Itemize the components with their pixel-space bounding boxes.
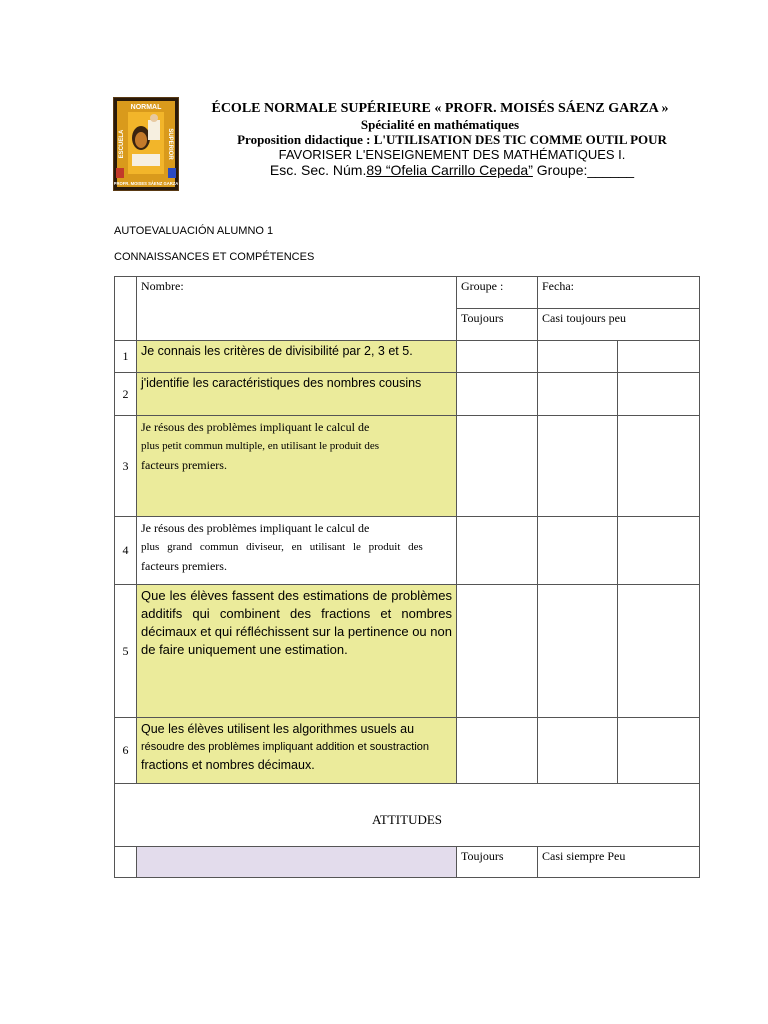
check-casi-toujours[interactable] [538, 718, 618, 784]
criterion-line: facteurs premiers. [141, 559, 227, 573]
table-row [115, 517, 700, 585]
criterion-line: fractions et nombres décimaux. [141, 758, 315, 772]
proposal-title-cont: FAVORISER L'ENSEIGNEMENT DES MATHÉMATIQUES I. [278, 147, 626, 162]
groupe-blank: Groupe:______ [532, 162, 635, 178]
criterion-line: résoudre des problèmes impliquant addition et soustraction [141, 741, 429, 753]
table-header-row [115, 277, 700, 309]
criterion-line: plus petit commun multiple, en utilisant le produit des [141, 440, 379, 452]
row-number: 3 [115, 416, 137, 517]
criterion-line: Je résous des problèmes impliquant le calcul de [141, 521, 370, 535]
row-number: 4 [115, 517, 137, 585]
check-peu[interactable] [618, 718, 700, 784]
check-casi-toujours[interactable] [538, 373, 618, 416]
col-peu: peu [608, 311, 626, 325]
school-seal-icon [114, 98, 178, 190]
school-line [180, 162, 700, 179]
criterion-text [137, 416, 457, 517]
blank-cell [115, 847, 137, 878]
row-number: 5 [115, 585, 137, 718]
check-peu[interactable] [618, 373, 700, 416]
col-casi-toujours: Casi toujours [542, 311, 606, 325]
row-number: 1 [115, 341, 137, 373]
table-row [115, 373, 700, 416]
check-toujours[interactable] [457, 341, 538, 373]
logo-bottom-text: PROFR. MOISES SÁENZ GARZA [114, 181, 178, 186]
table-row [115, 416, 700, 517]
check-toujours[interactable] [457, 416, 538, 517]
logo-top-text: NORMAL [130, 104, 162, 111]
criterion-line: Je résous des problèmes impliquant le calcul de [141, 420, 370, 434]
school-prefix: Esc. Sec. Núm. [269, 162, 367, 178]
check-casi-toujours[interactable] [538, 517, 618, 585]
check-casi-toujours[interactable] [538, 416, 618, 517]
check-peu[interactable] [618, 341, 700, 373]
criterion-text: j'identifie les caractéristiques des nombres cousins [137, 373, 457, 416]
check-toujours[interactable] [457, 585, 538, 718]
table-row [115, 585, 700, 718]
section-subtitle: CONNAISSANCES ET COMPÉTENCES [114, 251, 315, 263]
check-peu[interactable] [618, 585, 700, 718]
specialty: Spécialité en mathématiques [360, 117, 520, 132]
col-toujours: Toujours [457, 309, 538, 341]
criterion-text: Je connais les critères de divisibilité par 2, 3 et 5. [137, 341, 457, 373]
section-title: AUTOEVALUACIÓN ALUMNO 1 [114, 225, 274, 237]
school-logo [113, 97, 179, 191]
criterion-text: Que les élèves fassent des estimations de problèmes additifs qui combinent des fractions et nombres décimaux et qui réfléchissent sur la pertinence ou non de faire uniquement une estimation. [137, 585, 457, 718]
att-col-toujours: Toujours [457, 847, 538, 878]
att-col-casi-siempre: Casi siempre [542, 849, 605, 863]
criterion-text [137, 517, 457, 585]
school-name: ÉCOLE NORMALE SUPÉRIEURE « PROFR. MOISÉS SÁENZ GARZA » [211, 101, 669, 116]
criterion-line: facteurs premiers. [141, 458, 227, 472]
col-casi-peu [538, 309, 700, 341]
check-toujours[interactable] [457, 718, 538, 784]
nombre-cell[interactable]: Nombre: [137, 277, 457, 341]
logo-left-text: ESCUELA [119, 129, 125, 159]
att-col-peu: Peu [607, 849, 626, 863]
check-toujours[interactable] [457, 373, 538, 416]
groupe-cell[interactable]: Groupe : [457, 277, 538, 309]
attitudes-row [115, 784, 700, 847]
row-number: 2 [115, 373, 137, 416]
check-casi-toujours[interactable] [538, 341, 618, 373]
criterion-line: Que les élèves utilisent les algorithmes usuels au [141, 722, 415, 736]
check-peu[interactable] [618, 416, 700, 517]
attitudes-heading: ATTITUDES [115, 784, 700, 847]
att-col-casi-peu [538, 847, 700, 878]
logo-right-text: SUPERIOR [167, 128, 173, 160]
check-casi-toujours[interactable] [538, 585, 618, 718]
attitude-criterion-cell[interactable] [137, 847, 457, 878]
document-header [180, 100, 700, 179]
criterion-text [137, 718, 457, 784]
criterion-line: plus grand commun diviseur, en utilisant le produit des [141, 541, 423, 553]
row-number: 6 [115, 718, 137, 784]
table-row [115, 341, 700, 373]
check-toujours[interactable] [457, 517, 538, 585]
school-name-underlined: 89 “Ofelia Carrillo Cepeda” [366, 162, 533, 178]
attitudes-columns-row [115, 847, 700, 878]
fecha-cell[interactable]: Fecha: [538, 277, 700, 309]
table-row [115, 718, 700, 784]
check-peu[interactable] [618, 517, 700, 585]
proposal-title: Proposition didactique : L'UTILISATION DES TIC COMME OUTIL POUR [237, 132, 667, 147]
evaluation-table [114, 276, 700, 878]
blank-cell [115, 277, 137, 341]
